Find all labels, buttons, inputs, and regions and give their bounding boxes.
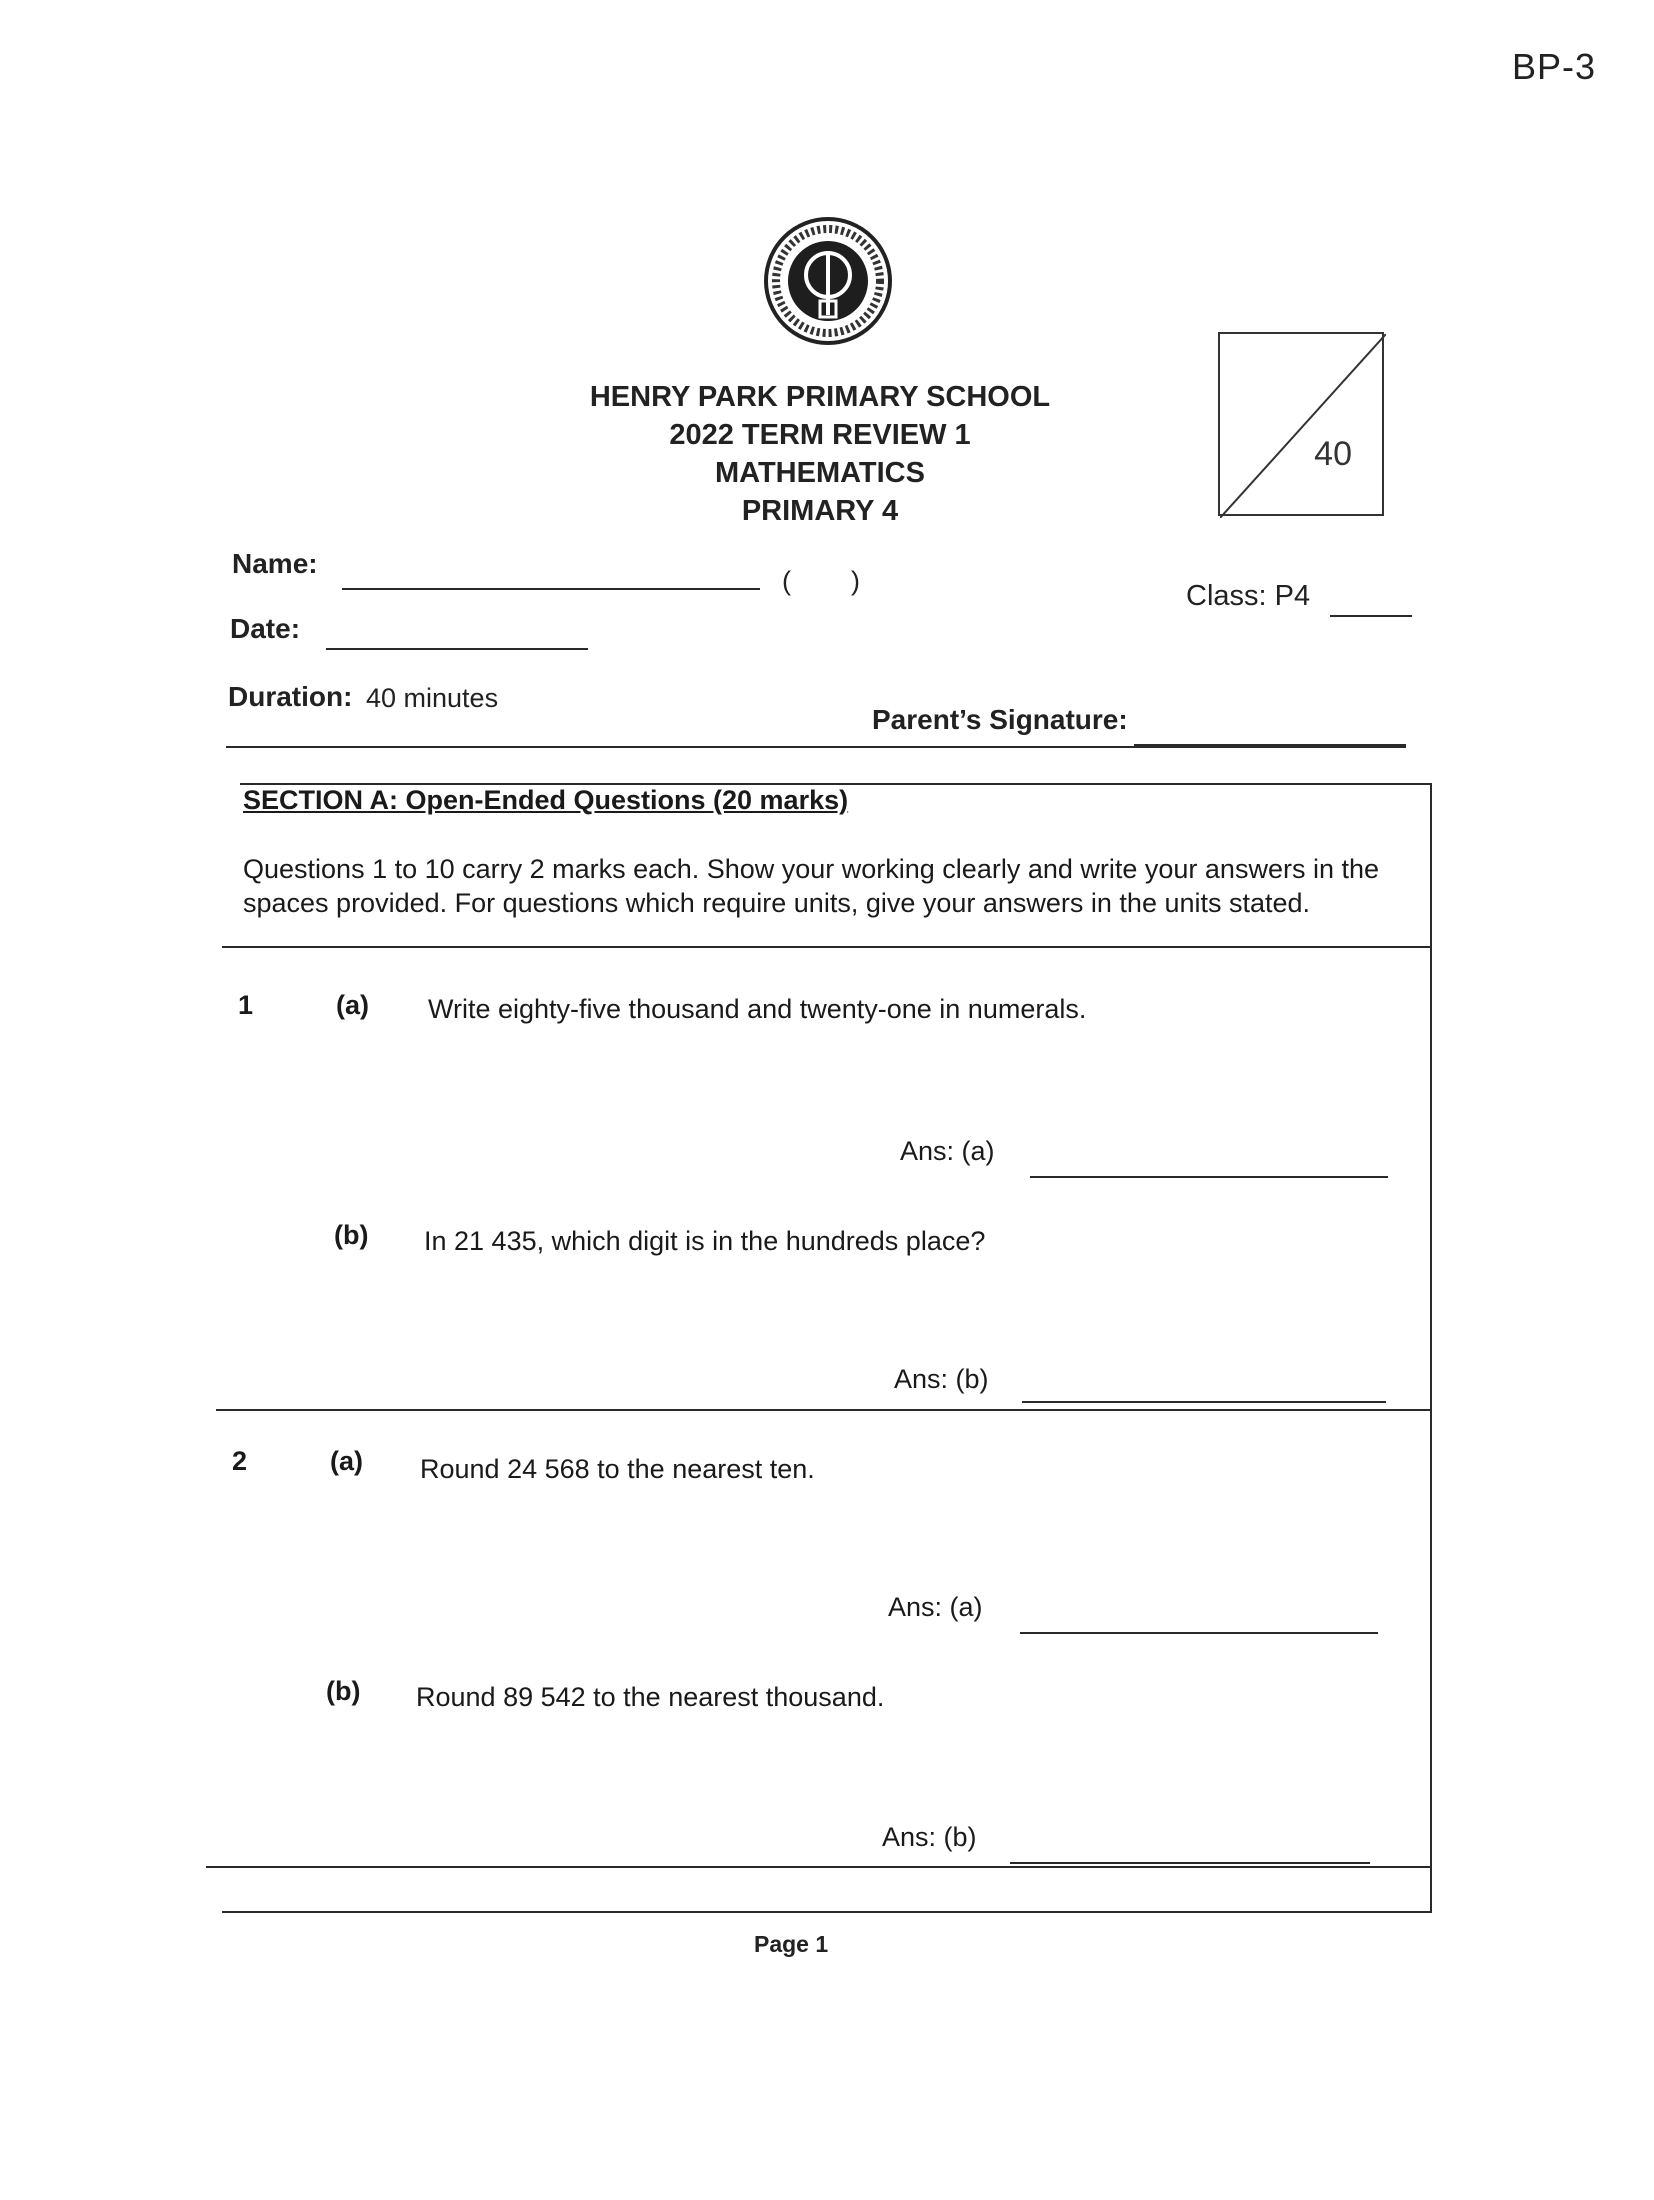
section-a-instructions: Questions 1 to 10 carry 2 marks each. Show your working clearly and write your answers in the spaces provided. For questions which require units, give your answers in the units stated.: [243, 854, 1380, 918]
question-2a-text: Round 24 568 to the nearest ten.: [420, 1454, 815, 1484]
question-1b-answer-label: Ans: (b): [894, 1364, 989, 1394]
question-2b-answer-line[interactable]: [1010, 1862, 1370, 1864]
duration-label: Duration:: [228, 681, 353, 712]
page-number: Page 1: [754, 1931, 829, 1957]
instructions-divider: [222, 946, 1432, 948]
exam-header: [560, 378, 1080, 530]
score-box-diagonal: [1220, 334, 1386, 518]
question-2a-answer-line[interactable]: [1020, 1632, 1378, 1634]
total-marks: 40: [1314, 435, 1352, 473]
class-field-line[interactable]: [1330, 615, 1412, 617]
name-label: Name:: [232, 548, 318, 579]
name-field-line[interactable]: [342, 588, 760, 590]
section-a-title: SECTION A: Open-Ended Questions (20 marks): [243, 785, 849, 815]
duration-value: 40 minutes: [366, 683, 499, 713]
question-1a-label: (a): [336, 990, 369, 1020]
question-2b-label: (b): [326, 1676, 361, 1706]
date-label: Date:: [230, 613, 301, 644]
question-1a-answer-label: Ans: (a): [900, 1136, 995, 1166]
school-name: HENRY PARK PRIMARY SCHOOL: [589, 381, 1051, 413]
school-crest-icon: [762, 215, 894, 347]
subject-title: MATHEMATICS: [715, 457, 925, 489]
section-a-box: [222, 783, 1432, 1913]
level-title: PRIMARY 4: [741, 495, 899, 527]
question-2b-text: Round 89 542 to the nearest thousand.: [416, 1682, 885, 1712]
class-label: Class: P4: [1186, 580, 1311, 612]
exam-title: 2022 TERM REVIEW 1: [669, 419, 971, 451]
question-1b-label: (b): [334, 1220, 369, 1250]
header-divider: [226, 746, 1406, 748]
question-1-divider: [216, 1409, 1432, 1411]
score-box: [1218, 332, 1384, 516]
question-2a-answer-label: Ans: (a): [888, 1592, 983, 1622]
question-2-divider: [206, 1866, 1432, 1868]
question-2b-answer-label: Ans: (b): [882, 1822, 977, 1852]
question-1b-text: In 21 435, which digit is in the hundreds place?: [424, 1226, 986, 1256]
question-1-number: 1: [238, 990, 254, 1020]
question-1a-text: Write eighty-five thousand and twenty-one in numerals.: [428, 994, 1087, 1024]
document-code: BP-3: [1511, 46, 1596, 87]
question-2a-label: (a): [330, 1446, 363, 1476]
question-1b-answer-line[interactable]: [1022, 1401, 1386, 1403]
date-field-line[interactable]: [326, 648, 588, 650]
question-2-number: 2: [232, 1446, 248, 1476]
parent-signature-label: Parent’s Signature:: [872, 704, 1128, 735]
register-number-parens[interactable]: ( ): [782, 566, 860, 596]
question-1a-answer-line[interactable]: [1030, 1176, 1388, 1178]
